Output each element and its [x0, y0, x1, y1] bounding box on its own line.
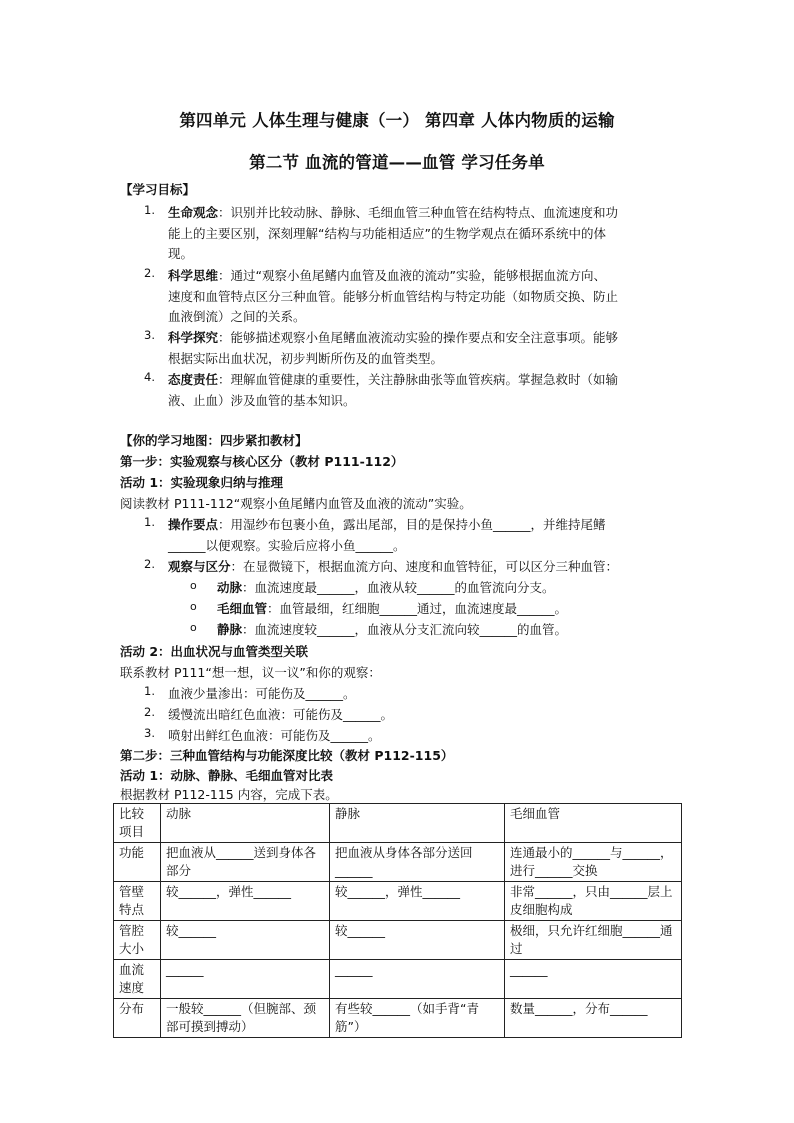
item-text: ：用湿纱布包裹小鱼，露出尾部，目的是保持小鱼______，并维持尾鳍	[218, 517, 606, 532]
table-cell[interactable]: ______	[505, 960, 682, 999]
goal-label: 态度责任	[168, 372, 219, 387]
table-cell[interactable]: 有些较______（如手背“青筋”）	[330, 999, 505, 1038]
activity-item	[168, 557, 683, 578]
table-row	[114, 960, 682, 999]
table-cell[interactable]: 极细，只允许红细胞______通过	[505, 921, 682, 960]
activity-item-number: 1.	[144, 684, 155, 698]
table-cell[interactable]: 一般较______（但腕部、颈部可摸到搏动）	[161, 999, 330, 1038]
goal-number: 4.	[144, 370, 155, 384]
table-cell[interactable]: 较______	[330, 921, 505, 960]
step-2-heading: 第二步：三种血管结构与功能深度比较（教材 P112-115）	[120, 748, 454, 763]
goal-text: 现。	[168, 246, 194, 261]
table-cell[interactable]: 数量______，分布______	[505, 999, 682, 1038]
table-header-cell: 比较项目	[114, 804, 161, 843]
table-row	[114, 843, 682, 882]
goals-heading: 【学习目标】	[120, 182, 196, 197]
table-row-label: 血流速度	[114, 960, 161, 999]
bullet-mark: o	[190, 621, 197, 634]
bullet-item-artery	[217, 578, 555, 598]
goal-number: 3.	[144, 328, 155, 342]
goal-text: ：理解血管健康的重要性，关注静脉曲张等血管疾病。掌握急救时（如输	[218, 372, 619, 387]
table-cell[interactable]: 较______	[161, 921, 330, 960]
activity-item-number: 3.	[144, 726, 155, 740]
table-header-cell: 静脉	[330, 804, 505, 843]
goal-item	[168, 370, 683, 411]
activity-1-intro: 阅读教材 P111-112“观察小鱼尾鳍内血管及血液的流动”实验。	[120, 496, 472, 511]
activity-3-intro: 根据教材 P112-115 内容，完成下表。	[120, 787, 338, 802]
goal-label: 科学探究	[168, 330, 219, 345]
table-cell[interactable]: 把血液从身体各部分送回______	[330, 843, 505, 882]
item-label: 操作要点	[168, 517, 219, 532]
table-row-label: 管腔大小	[114, 921, 161, 960]
activity-item-number: 1.	[144, 515, 155, 529]
table-cell[interactable]: 连通最小的______与______，进行______交换	[505, 843, 682, 882]
bullet-label: 动脉	[217, 580, 243, 595]
goal-text: 液、止血）涉及血管的基本知识。	[168, 392, 356, 408]
table-row-label: 管壁特点	[114, 882, 161, 921]
table-header-cell: 毛细血管	[505, 804, 682, 843]
table-cell[interactable]: 非常______，只由______层上皮细胞构成	[505, 882, 682, 921]
goal-text: ：通过“观察小鱼尾鳍内血管及血液的流动”实验，能够根据血流方向、	[218, 268, 606, 283]
section-title: 第二节 血流的管道——血管 学习任务单	[249, 153, 545, 172]
activity-2-title: 活动 2：出血状况与血管类型关联	[120, 644, 309, 659]
goal-text: ：识别并比较动脉、静脉、毛细血管三种血管在结构特点、血流速度和功	[218, 205, 619, 220]
goal-item	[168, 203, 683, 265]
activity-2-intro: 联系教材 P111“想一想，议一议”和你的观察：	[120, 665, 381, 680]
goal-number: 1.	[144, 203, 155, 217]
table-row	[114, 921, 682, 960]
table-cell[interactable]: ______	[161, 960, 330, 999]
activity-item-number: 2.	[144, 705, 155, 719]
item-label: 观察与区分	[168, 559, 231, 574]
bullet-label: 静脉	[217, 622, 243, 637]
table-cell[interactable]: 较______，弹性______	[161, 882, 330, 921]
table-cell[interactable]: 较______，弹性______	[330, 882, 505, 921]
activity-item: 血液少量渗出：可能伤及______。	[168, 686, 356, 701]
table-row-label: 分布	[114, 999, 161, 1038]
bullet-mark: o	[190, 579, 197, 592]
bullet-label: 毛细血管	[217, 601, 268, 616]
table-header-row	[114, 804, 682, 843]
bullet-item-vein	[217, 620, 567, 640]
goal-number: 2.	[144, 266, 155, 280]
bullet-mark: o	[190, 600, 197, 613]
activity-item: 喷射出鲜红色血液：可能伤及______。	[168, 728, 381, 743]
table-cell[interactable]: 把血液从______送到身体各部分	[161, 843, 330, 882]
goal-text: 血液倒流）之间的关系。	[168, 309, 306, 324]
goal-text: 速度和血管特点区分三种血管。能够分析血管结构与特定功能（如物质交换、防止	[168, 288, 619, 304]
table-header-cell: 动脉	[161, 804, 330, 843]
activity-3-title: 活动 1：动脉、静脉、毛细血管对比表	[120, 768, 334, 783]
bullet-text: ：血管最细，红细胞______通过，血流速度最______。	[267, 601, 568, 616]
goal-item	[168, 266, 683, 328]
bullet-item-capillary	[217, 599, 567, 619]
goal-text: 根据实际出血状况，初步判断所伤及的血管类型。	[168, 350, 444, 366]
unit-chapter-title: 第四单元 人体生理与健康（一） 第四章 人体内物质的运输	[179, 111, 615, 130]
goal-text: ：能够描述观察小鱼尾鳍血液流动实验的操作要点和安全注意事项。能够	[218, 330, 619, 345]
activity-1-title: 活动 1：实验现象归纳与推理	[120, 475, 284, 490]
table-row	[114, 882, 682, 921]
goal-text: 能上的主要区别，深刻理解“结构与功能相适应”的生物学观点在循环系统中的体	[168, 225, 606, 241]
bullet-text: ：血流速度较______，血液从分支汇流向较______的血管。	[242, 622, 568, 637]
item-text: ______以便观察。实验后应将小鱼______。	[168, 537, 406, 553]
item-text: ：在显微镜下，根据血流方向、速度和血管特征，可以区分三种血管：	[230, 559, 619, 574]
map-heading: 【你的学习地图：四步紧扣教材】	[120, 433, 308, 448]
goal-label: 生命观念	[168, 205, 219, 220]
table-row-label: 功能	[114, 843, 161, 882]
step-1-heading: 第一步：实验观察与核心区分（教材 P111-112）	[120, 454, 404, 469]
vessel-comparison-table	[113, 803, 682, 1038]
goal-item	[168, 328, 683, 369]
goal-label: 科学思维	[168, 268, 219, 283]
activity-item: 缓慢流出暗红色血液：可能伤及______。	[168, 707, 394, 722]
bullet-text: ：血流速度最______，血液从较______的血管流向分支。	[242, 580, 555, 595]
table-cell[interactable]: ______	[330, 960, 505, 999]
activity-item	[168, 515, 683, 556]
table-row	[114, 999, 682, 1038]
activity-item-number: 2.	[144, 557, 155, 571]
